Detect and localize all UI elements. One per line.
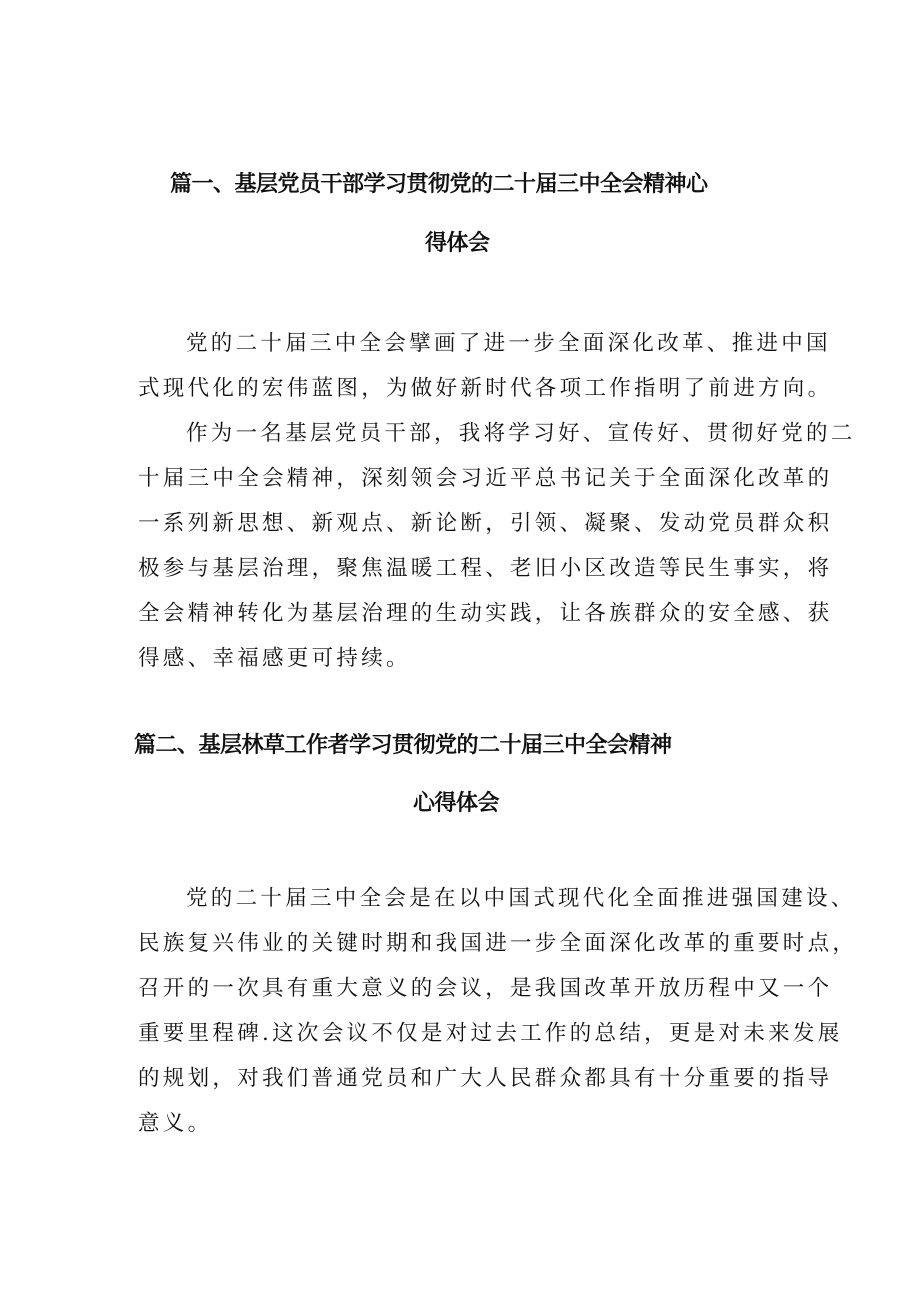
section1-paragraph2-line2: 十届三中全会精神，深刻领会习近平总书记关于全面深化改革的 xyxy=(138,466,833,491)
section2-paragraph1-line2: 民族复兴伟业的关键时期和我国进一步全面深化改革的重要时点， xyxy=(138,931,858,956)
section2-paragraph1-line1: 党的二十届三中全会是在以中国式现代化全面推进强国建设、 xyxy=(186,886,856,911)
section2-paragraph1-line6: 意义。 xyxy=(138,1111,213,1136)
section1-paragraph1-line1: 党的二十届三中全会擘画了进一步全面深化改革、推进中国 xyxy=(186,331,831,356)
section1-paragraph2-line5: 全会精神转化为基层治理的生动实践，让各族群众的安全感、获 xyxy=(138,601,833,626)
section1-title-line1: 篇一、基层党员干部学习贯彻党的二十届三中全会精神心 xyxy=(170,172,708,197)
section2-paragraph1-line3: 召开的一次具有重大意义的会议，是我国改革开放历程中又一个 xyxy=(138,976,833,1001)
section1-paragraph2-line4: 极参与基层治理，聚焦温暖工程、老旧小区改造等民生事实，将 xyxy=(138,556,833,581)
section2-title-line1: 篇二、基层林草工作者学习贯彻党的二十届三中全会精神 xyxy=(134,733,672,758)
section1-paragraph2-line1: 作为一名基层党员干部，我将学习好、宣传好、贯彻好党的二 xyxy=(186,421,856,446)
section1-title-line2: 得体会 xyxy=(425,231,490,256)
section1-paragraph2-line3: 一系列新思想、新观点、新论断，引领、凝聚、发动党员群众积 xyxy=(138,511,833,536)
section1-paragraph1-line2: 式现代化的宏伟蓝图，为做好新时代各项工作指明了前进方向。 xyxy=(138,376,833,401)
section2-title-line2: 心得体会 xyxy=(413,791,500,816)
section2-paragraph1-line4: 重要里程碑.这次会议不仅是对过去工作的总结，更是对未来发展 xyxy=(138,1021,843,1046)
section2-paragraph1-line5: 的规划，对我们普通党员和广大人民群众都具有十分重要的指导 xyxy=(138,1066,833,1091)
section1-paragraph2-line6: 得感、幸福感更可持续。 xyxy=(138,646,411,671)
